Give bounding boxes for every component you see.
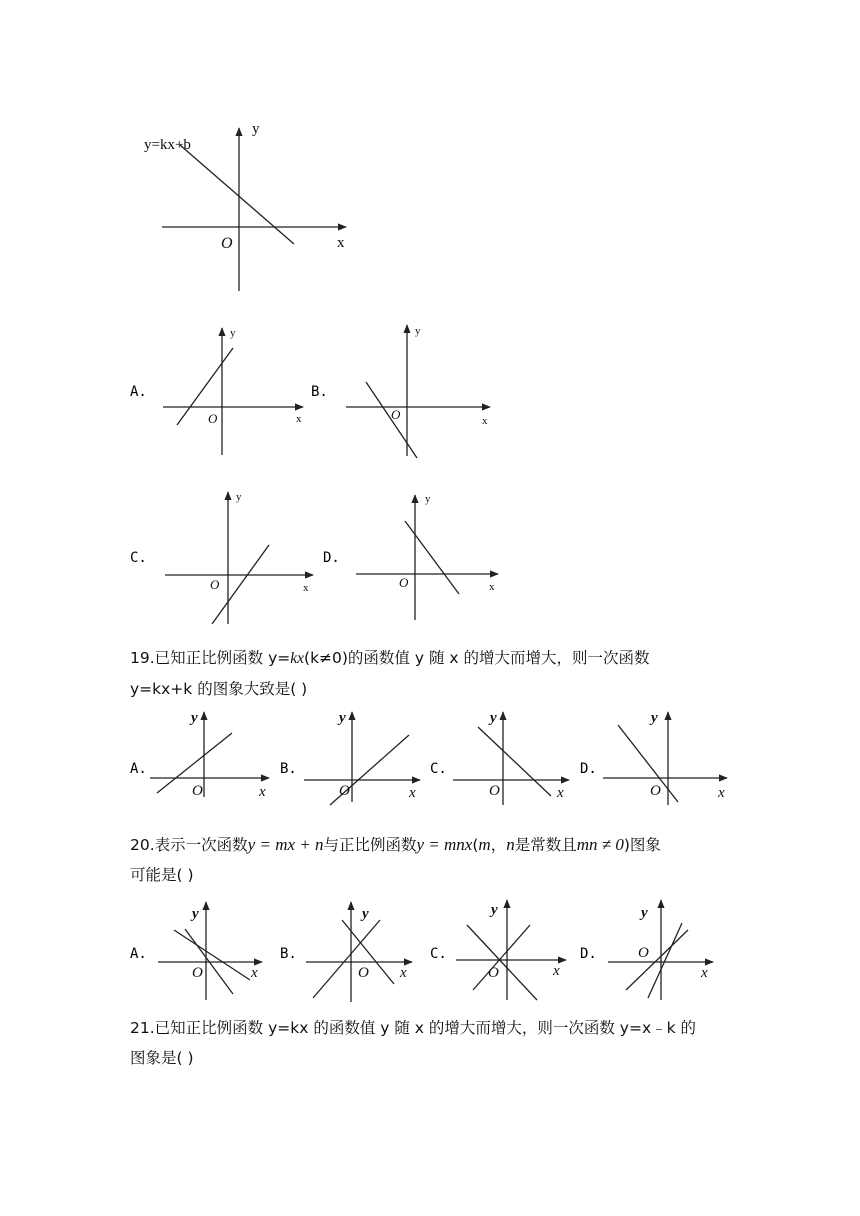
q20-eq-condition: mn ≠ 0 <box>576 835 624 854</box>
q18-d-x-label: x <box>489 581 495 593</box>
q18-d-y-label: y <box>425 493 431 505</box>
q20-a-x-label: x <box>251 965 258 981</box>
q19-d-origin: O <box>650 783 661 799</box>
q19-option-c-label[interactable]: C. <box>430 761 447 777</box>
q18-c-origin: O <box>210 577 220 592</box>
q20-b-line-2 <box>342 920 394 984</box>
q19-c-x-label: x <box>557 785 564 801</box>
q18-b-y-label: y <box>415 325 421 337</box>
q20-text-4: ， <box>490 836 507 854</box>
q20-text-1: 表示一次函数 <box>154 836 248 854</box>
q20-a-line-2 <box>174 930 250 980</box>
question-20 <box>130 830 750 890</box>
q19-option-a-label[interactable]: A. <box>130 761 147 777</box>
q18-option-b-label[interactable]: B. <box>311 384 328 400</box>
q21-number: 21. <box>130 1019 155 1037</box>
q18-d-origin: O <box>399 575 409 590</box>
q21-text-1: 已知正比例函数 y=kx 的函数值 y 随 x 的增大而增大，则一次函数 y=x﹣k 的 <box>154 1019 697 1037</box>
q20-option-a-label[interactable]: A. <box>130 946 147 962</box>
q19-a-origin: O <box>192 783 203 799</box>
q18-option-c-label[interactable]: C. <box>130 550 147 566</box>
q20-d-x-label: x <box>701 965 708 981</box>
q20-text-2: 与正比例函数 <box>323 836 417 854</box>
q20-option-b-label[interactable]: B. <box>280 946 297 962</box>
q19-d-y-label: y <box>651 710 658 726</box>
q20-number: 20. <box>130 836 155 854</box>
q20-c-line-2 <box>473 925 530 990</box>
q20-b-x-label: x <box>400 965 407 981</box>
q20-c-x-label: x <box>553 963 560 979</box>
q20-line-1 <box>130 830 750 860</box>
q19-c-y-label: y <box>490 710 497 726</box>
q18-c-y-label: y <box>236 491 242 503</box>
q20-c-origin: O <box>488 965 499 981</box>
q20-a-y-label: y <box>192 906 199 922</box>
q19-kx: kx <box>290 650 305 667</box>
q20-option-d-label[interactable]: D. <box>580 946 597 962</box>
q20-text-5: 是常数且 <box>514 836 577 854</box>
q19-line-2: y=kx+k 的图象大致是( ) <box>130 680 308 698</box>
q20-c-line-1 <box>467 925 537 1000</box>
q18-b-x-label: x <box>482 415 488 427</box>
q20-b-y-label: y <box>362 906 369 922</box>
q19-b-line <box>330 735 409 805</box>
q20-eq-linear: y = mx + n <box>247 835 324 854</box>
question-19 <box>130 643 750 704</box>
q19-number: 19. <box>130 649 155 667</box>
q20-eq-proportional: y = mnx <box>416 835 473 854</box>
q20-c-y-label: y <box>491 902 498 918</box>
q18-b-origin: O <box>391 407 401 422</box>
y-axis-label: y <box>252 121 260 137</box>
q18-a-origin: O <box>208 411 218 426</box>
question-21 <box>130 1013 750 1073</box>
q19-line-1 <box>130 643 750 674</box>
q18-b-line <box>366 382 417 458</box>
origin-label: O <box>221 235 233 252</box>
q18-c-x-label: x <box>303 582 309 594</box>
q18-option-a-label[interactable]: A. <box>130 384 147 400</box>
q19-d-x-label: x <box>718 785 725 801</box>
q18-c-line <box>212 545 269 624</box>
q20-d-line-2 <box>648 923 682 998</box>
q20-b-origin: O <box>358 965 369 981</box>
q19-c-line <box>478 727 551 796</box>
q20-m: m <box>478 835 491 854</box>
q18-a-y-label: y <box>230 327 236 339</box>
q18-a-line <box>177 348 233 425</box>
q19-b-origin: O <box>339 783 350 799</box>
q19-option-d-label[interactable]: D. <box>580 761 597 777</box>
q20-n: n <box>506 835 515 854</box>
q19-a-y-label: y <box>191 710 198 726</box>
q19-b-y-label: y <box>339 710 346 726</box>
q20-option-c-label[interactable]: C. <box>430 946 447 962</box>
equation-label: y=kx+b <box>144 137 191 153</box>
q20-line-2: 可能是( ) <box>130 866 194 884</box>
q18-a-x-label: x <box>296 413 302 425</box>
q20-b-line-1 <box>313 920 380 998</box>
q19-d-line <box>618 725 678 802</box>
q20-a-line-1 <box>185 929 233 994</box>
q19-a-x-label: x <box>259 784 266 800</box>
q18-d-line <box>405 521 459 594</box>
q18-option-d-label[interactable]: D. <box>323 550 340 566</box>
x-axis-label: x <box>337 235 345 251</box>
q19-a-line <box>157 733 232 793</box>
q19-text-b: (k≠0)的函数值 y 随 x 的增大而增大，则一次函数 <box>304 649 650 667</box>
q21-line-2: 图象是( ) <box>130 1049 194 1067</box>
q19-b-x-label: x <box>409 785 416 801</box>
q19-text-a: 已知正比例函数 y= <box>154 649 291 667</box>
q19-option-b-label[interactable]: B. <box>280 761 297 777</box>
q20-d-line-1 <box>626 930 688 990</box>
q19-c-origin: O <box>489 783 500 799</box>
q21-line-1 <box>130 1013 750 1043</box>
q20-a-origin: O <box>192 965 203 981</box>
q20-text-6: )图象 <box>623 836 661 854</box>
q20-d-y-label: y <box>641 905 648 921</box>
q20-d-origin: O <box>638 945 649 961</box>
q20-text-3: ( <box>472 836 479 854</box>
function-line <box>180 145 294 244</box>
